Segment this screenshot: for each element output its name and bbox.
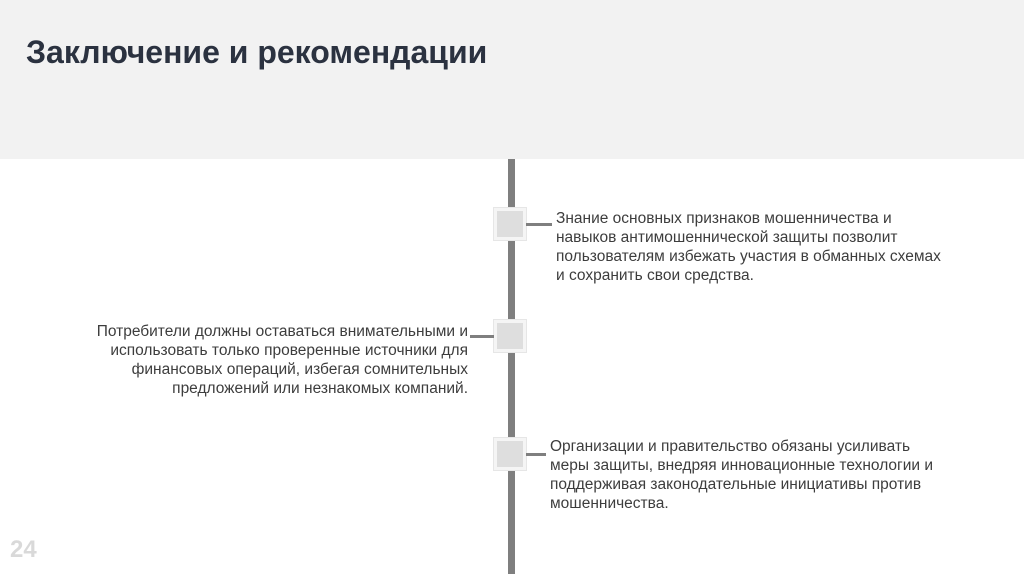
timeline-item-3-text [550, 437, 1000, 513]
timeline-item-3-line-3: поддерживая законодательные инициативы против [550, 476, 922, 493]
timeline-connector-1 [526, 223, 552, 226]
timeline-item-3-line-2: меры защиты, внедряя инновационные технологии и [550, 457, 933, 474]
timeline-item-2-line-2: использовать только проверенные источники для [110, 342, 468, 359]
timeline-connector-2 [470, 335, 494, 338]
timeline-node-1 [494, 208, 526, 240]
timeline-connector-3 [526, 453, 546, 456]
timeline-item-1-line-2: навыков антимошеннической защиты позволит [556, 229, 898, 246]
timeline-item-2-line-1: Потребители должны оставаться внимательными и [96, 323, 468, 340]
page-title: Заключение и рекомендации [26, 34, 488, 70]
timeline-item-3-line-1: Организации и правительство обязаны усиливать [550, 438, 911, 455]
timeline-item-2-text [28, 322, 468, 398]
timeline-item-1-line-1: Знание основных признаков мошенничества и [556, 210, 892, 227]
timeline-item-1-line-3: пользователям избежать участия в обманных схемах [556, 248, 941, 265]
timeline-item-2-line-4: предложений или незнакомых компаний. [172, 380, 468, 397]
header-band [0, 0, 1024, 159]
timeline-item-2-line-3: финансовых операций, избегая сомнительных [131, 361, 468, 378]
timeline-item-3-line-4: мошенничества. [550, 495, 669, 512]
timeline-node-3 [494, 438, 526, 470]
timeline-item-1-text [556, 209, 996, 285]
timeline-item-1-line-4: и сохранить свои средства. [556, 267, 754, 284]
timeline-node-2 [494, 320, 526, 352]
page-number: 24 [10, 536, 37, 563]
